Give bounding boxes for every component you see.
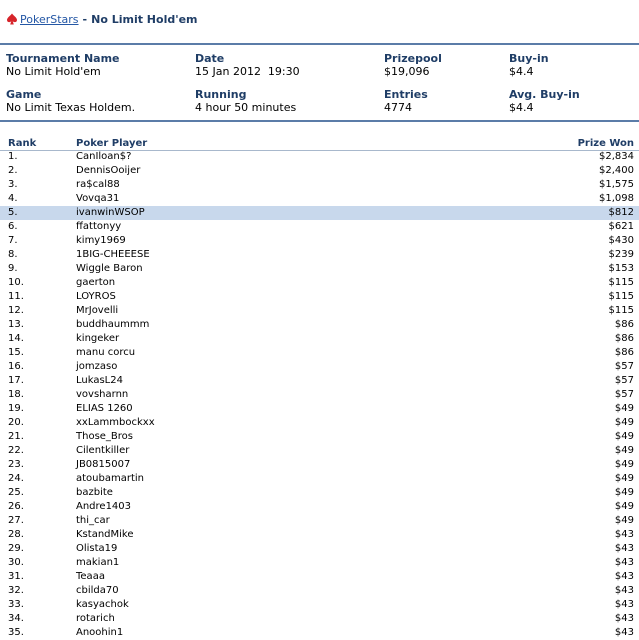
col-header-rank[interactable]: Rank — [8, 138, 37, 149]
entries-label: Entries — [384, 88, 428, 101]
prize-cell: $49 — [614, 417, 634, 428]
player-name-cell: kasyachok — [76, 599, 129, 610]
player-name-cell: gaerton — [76, 277, 116, 288]
player-name-cell: thi_car — [76, 515, 110, 526]
prize-cell: $43 — [614, 571, 634, 582]
player-name-cell: JB0815007 — [76, 459, 131, 470]
rank-cell: 24. — [8, 473, 24, 484]
player-name-cell: ivanwinWSOP — [76, 207, 145, 218]
page-header — [6, 11, 198, 27]
prize-cell: $239 — [608, 249, 634, 260]
table-row[interactable] — [0, 612, 639, 626]
table-row[interactable] — [0, 318, 639, 332]
table-row[interactable] — [0, 192, 639, 206]
table-row[interactable] — [0, 276, 639, 290]
table-row[interactable] — [0, 458, 639, 472]
player-name-cell: MrJovelli — [76, 305, 119, 316]
prize-cell: $43 — [614, 585, 634, 596]
rank-cell: 8. — [8, 249, 18, 260]
rank-cell: 30. — [8, 557, 24, 568]
table-row[interactable] — [0, 528, 639, 542]
rank-cell: 21. — [8, 431, 24, 442]
page-title: No Limit Hold'em — [91, 12, 198, 26]
rank-cell: 29. — [8, 543, 24, 554]
buyin-value: $4.4 — [509, 65, 534, 78]
player-name-cell: Vovqa31 — [76, 193, 120, 204]
prize-cell: $86 — [614, 347, 634, 358]
player-name-cell: vovsharnn — [76, 389, 129, 400]
prize-cell: $43 — [614, 613, 634, 624]
player-name-cell: LOYROS — [76, 291, 116, 302]
player-name-cell: Those_Bros — [76, 431, 134, 442]
buyin-label: Buy-in — [509, 52, 549, 65]
table-row[interactable] — [0, 164, 639, 178]
table-row[interactable] — [0, 346, 639, 360]
game-label: Game — [6, 88, 42, 101]
table-row[interactable] — [0, 514, 639, 528]
player-name-cell: ra$cal88 — [76, 179, 120, 190]
rank-cell: 7. — [8, 235, 18, 246]
rank-cell: 6. — [8, 221, 18, 232]
game-value: No Limit Texas Holdem. — [6, 101, 136, 114]
prize-cell: $49 — [614, 431, 634, 442]
table-row[interactable] — [0, 472, 639, 486]
running-value: 4 hour 50 minutes — [195, 101, 297, 114]
prize-cell: $430 — [608, 235, 634, 246]
rank-cell: 33. — [8, 599, 24, 610]
rank-cell: 11. — [8, 291, 24, 302]
rank-cell: 13. — [8, 319, 24, 330]
rank-cell: 32. — [8, 585, 24, 596]
rank-cell: 35. — [8, 627, 24, 638]
rank-cell: 10. — [8, 277, 24, 288]
player-name-cell: Cilentkiller — [76, 445, 130, 456]
prize-cell: $57 — [614, 375, 634, 386]
player-name-cell: xxLammbockxx — [76, 417, 155, 428]
col-header-prize[interactable]: Prize Won — [577, 138, 634, 149]
table-row[interactable] — [0, 290, 639, 304]
tournament-name-label: Tournament Name — [6, 52, 120, 65]
player-name-cell: CanIloan$? — [76, 151, 132, 162]
avg-buyin-label: Avg. Buy-in — [509, 88, 580, 101]
player-name-cell: Andre1403 — [76, 501, 132, 512]
avg-buyin-value: $4.4 — [509, 101, 534, 114]
prize-cell: $43 — [614, 599, 634, 610]
prize-cell: $57 — [614, 389, 634, 400]
table-row[interactable] — [0, 150, 639, 164]
rank-cell: 15. — [8, 347, 24, 358]
player-name-cell: Olista19 — [76, 543, 118, 554]
tournament-name-value: No Limit Hold'em — [6, 65, 101, 78]
table-row[interactable] — [0, 388, 639, 402]
prize-cell: $115 — [608, 305, 634, 316]
rank-cell: 27. — [8, 515, 24, 526]
table-row[interactable] — [0, 584, 639, 598]
prize-cell: $43 — [614, 529, 634, 540]
prize-cell: $1,098 — [599, 193, 634, 204]
rank-cell: 34. — [8, 613, 24, 624]
rank-cell: 18. — [8, 389, 24, 400]
player-name-cell: rotarich — [76, 613, 115, 624]
running-label: Running — [195, 88, 247, 101]
player-name-cell: kimy1969 — [76, 235, 126, 246]
prize-cell: $115 — [608, 291, 634, 302]
rank-cell: 19. — [8, 403, 24, 414]
results-table — [0, 150, 639, 640]
table-row[interactable] — [0, 416, 639, 430]
table-row[interactable] — [0, 360, 639, 374]
player-name-cell: DennisOoijer — [76, 165, 141, 176]
rank-cell: 14. — [8, 333, 24, 344]
prize-cell: $115 — [608, 277, 634, 288]
prize-cell: $43 — [614, 557, 634, 568]
player-name-cell: LukasL24 — [76, 375, 123, 386]
rank-cell: 17. — [8, 375, 24, 386]
rank-cell: 23. — [8, 459, 24, 470]
prize-cell: $49 — [614, 501, 634, 512]
player-name-cell: manu corcu — [76, 347, 136, 358]
prize-cell: $621 — [608, 221, 634, 232]
entries-value: 4774 — [384, 101, 412, 114]
date-label: Date — [195, 52, 225, 65]
player-name-cell: ELIAS 1260 — [76, 403, 133, 414]
rank-cell: 3. — [8, 179, 18, 190]
table-row[interactable] — [0, 262, 639, 276]
spade-icon — [6, 13, 18, 25]
prizepool-label: Prizepool — [384, 52, 442, 65]
player-name-cell: atoubamartin — [76, 473, 144, 484]
prize-cell: $153 — [608, 263, 634, 274]
player-name-cell: jomzaso — [76, 361, 118, 372]
player-name-cell: Teaaa — [76, 571, 105, 582]
player-name-cell: makian1 — [76, 557, 120, 568]
table-row[interactable] — [0, 444, 639, 458]
table-row[interactable] — [0, 220, 639, 234]
rank-cell: 5. — [8, 207, 18, 218]
prize-cell: $1,575 — [599, 179, 634, 190]
table-row[interactable] — [0, 304, 639, 318]
col-header-player[interactable]: Poker Player — [76, 138, 148, 149]
prize-cell: $812 — [608, 207, 634, 218]
table-row[interactable] — [0, 374, 639, 388]
player-name-cell: ffattonyy — [76, 221, 122, 232]
rank-cell: 4. — [8, 193, 18, 204]
rank-cell: 31. — [8, 571, 24, 582]
player-name-cell: cbilda70 — [76, 585, 119, 596]
rank-cell: 1. — [8, 151, 18, 162]
prize-cell: $49 — [614, 473, 634, 484]
rank-cell: 22. — [8, 445, 24, 456]
header-divider — [0, 43, 639, 45]
prize-cell: $2,400 — [599, 165, 634, 176]
prize-cell: $86 — [614, 319, 634, 330]
rank-cell: 12. — [8, 305, 24, 316]
rank-cell: 2. — [8, 165, 18, 176]
rank-cell: 20. — [8, 417, 24, 428]
player-name-cell: kingeker — [76, 333, 120, 344]
prize-cell: $49 — [614, 487, 634, 498]
player-name-cell: KstandMike — [76, 529, 134, 540]
player-name-cell: buddhaummm — [76, 319, 150, 330]
table-row[interactable] — [0, 206, 639, 220]
table-row[interactable] — [0, 234, 639, 248]
table-row[interactable] — [0, 402, 639, 416]
table-row[interactable] — [0, 248, 639, 262]
prize-cell: $43 — [614, 543, 634, 554]
prize-cell: $43 — [614, 627, 634, 638]
player-name-cell: Anoohin1 — [76, 627, 124, 638]
prize-cell: $49 — [614, 459, 634, 470]
title-separator: - — [82, 12, 88, 26]
prize-cell: $86 — [614, 333, 634, 344]
date-value: 15 Jan 2012 19:30 — [195, 65, 300, 78]
table-row[interactable] — [0, 598, 639, 612]
prize-cell: $2,834 — [599, 151, 634, 162]
player-name-cell: bazbite — [76, 487, 113, 498]
player-name-cell: 1BIG-CHEEESE — [76, 249, 150, 260]
rank-cell: 28. — [8, 529, 24, 540]
player-name-cell: Wiggle Baron — [76, 263, 143, 274]
rank-cell: 25. — [8, 487, 24, 498]
prize-cell: $49 — [614, 445, 634, 456]
prizepool-value: $19,096 — [384, 65, 430, 78]
table-row[interactable] — [0, 486, 639, 500]
table-row[interactable] — [0, 500, 639, 514]
rank-cell: 26. — [8, 501, 24, 512]
rank-cell: 16. — [8, 361, 24, 372]
info-divider — [0, 120, 639, 122]
table-row[interactable] — [0, 542, 639, 556]
prize-cell: $49 — [614, 515, 634, 526]
rank-cell: 9. — [8, 263, 18, 274]
table-row[interactable] — [0, 556, 639, 570]
table-row[interactable] — [0, 570, 639, 584]
prize-cell: $57 — [614, 361, 634, 372]
table-row[interactable] — [0, 178, 639, 192]
table-row[interactable] — [0, 332, 639, 346]
table-row[interactable] — [0, 430, 639, 444]
table-row[interactable] — [0, 626, 639, 640]
pokerstars-link[interactable]: PokerStars — [20, 12, 79, 26]
prize-cell: $49 — [614, 403, 634, 414]
